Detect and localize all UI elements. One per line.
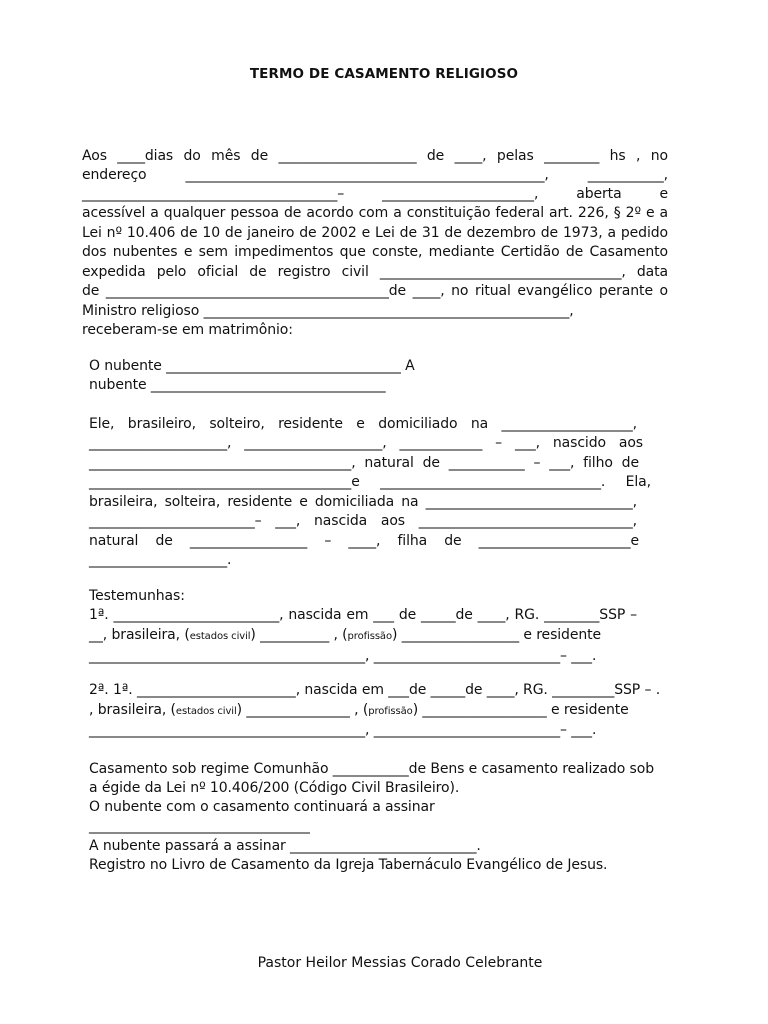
text-fragment: ) __________________ e residente [412, 702, 629, 718]
text-fragment: ) __________ , ( [250, 627, 348, 643]
text-fragment: ) _________________ e residente [391, 627, 602, 643]
testemunha-line: ________________________________________, ___________________________– ___. [89, 648, 597, 664]
ele-ela-line: natural de _________________ – ____, filha de ______________________e [89, 533, 639, 549]
text-fragment: , brasileira, ( [89, 702, 176, 718]
testemunhas-heading: Testemunhas: [89, 588, 185, 604]
document-title: TERMO DE CASAMENTO RELIGIOSO [249, 66, 519, 82]
intro-line: endereço ____________________________________________________, ___________, [82, 167, 668, 183]
regime-line: O nubente com o casamento continuará a assinar [89, 799, 435, 815]
testemunha-line: 1ª. ________________________, nascida em ___ de _____de ____, RG. ________SSP – [89, 607, 637, 623]
nubente-line: nubente __________________________________ [89, 377, 386, 393]
ele-ela-line: brasileira, solteira, residente e domiciliada na ______________________________, [89, 494, 637, 510]
intro-line: Lei nº 10.406 de 10 de janeiro de 2002 e Lei de 31 de dezembro de 1973, a pedido [82, 225, 668, 241]
testemunha-line: 2ª. 1ª. _______________________, nascida em ___de _____de ____, RG. _________SSP – . [89, 682, 661, 698]
nubente-line: O nubente __________________________________ A [89, 358, 415, 374]
intro-line: acessível a qualquer pessoa de acordo com a constituição federal art. 226, § 2º e a [82, 205, 668, 221]
ele-ela-line: ____________________, ____________________, ____________ – ___, nascido aos [89, 435, 643, 451]
testemunha-line: ________________________________________, ___________________________– ___. [89, 722, 597, 738]
regime-line: ________________________________ [89, 818, 310, 834]
regime-line: A nubente passará a assinar ___________________________. [89, 838, 481, 854]
estado-civil-label: estados civil [175, 706, 237, 717]
text-fragment: ) _______________ , ( [236, 702, 369, 718]
ele-ela-line: Ele, brasileiro, solteiro, residente e domiciliado na ___________________, [89, 416, 637, 432]
regime-line: a égide da Lei nº 10.406/200 (Código Civil Brasileiro). [89, 780, 460, 796]
intro-line: Aos ____dias do mês de ____________________ de ____, pelas ________ hs , no [82, 148, 668, 164]
text-fragment: __, brasileira, ( [89, 627, 190, 643]
intro-line: receberam-se em matrimônio: [82, 322, 293, 338]
intro-line: expedida pelo oficial de registro civil ___________________________________, data [82, 264, 668, 280]
ele-ela-line: ____________________. [89, 552, 232, 568]
testemunha-line [89, 627, 601, 643]
ele-ela-line: ________________________– ___, nascida aos _______________________________, [89, 513, 637, 529]
regime-line: Registro no Livro de Casamento da Igreja Tabernáculo Evangélico de Jesus. [89, 857, 608, 873]
intro-line: de _________________________________________de ____, no ritual evangélico perante o [82, 283, 668, 299]
ele-ela-line: ______________________________________, natural de ___________ – ___, filho de [89, 455, 639, 471]
celebrant-signature: Pastor Heilor Messias Corado Celebrante [257, 955, 543, 971]
testemunha-line [89, 702, 629, 718]
intro-line: Ministro religioso _____________________________________________________, [82, 303, 574, 319]
intro-line: dos nubentes e sem impedimentos que conste, mediante Certidão de Casamento [82, 244, 668, 260]
regime-line: Casamento sob regime Comunhão ___________de Bens e casamento realizado sob [89, 761, 655, 777]
profissao-label: profissão [368, 706, 413, 717]
intro-line: _____________________________________– ______________________, aberta e [82, 186, 668, 202]
estado-civil-label: estados civil [189, 631, 251, 642]
ele-ela-line: ______________________________________e ________________________________. Ela, [89, 474, 651, 490]
profissao-label: profissão [347, 631, 392, 642]
